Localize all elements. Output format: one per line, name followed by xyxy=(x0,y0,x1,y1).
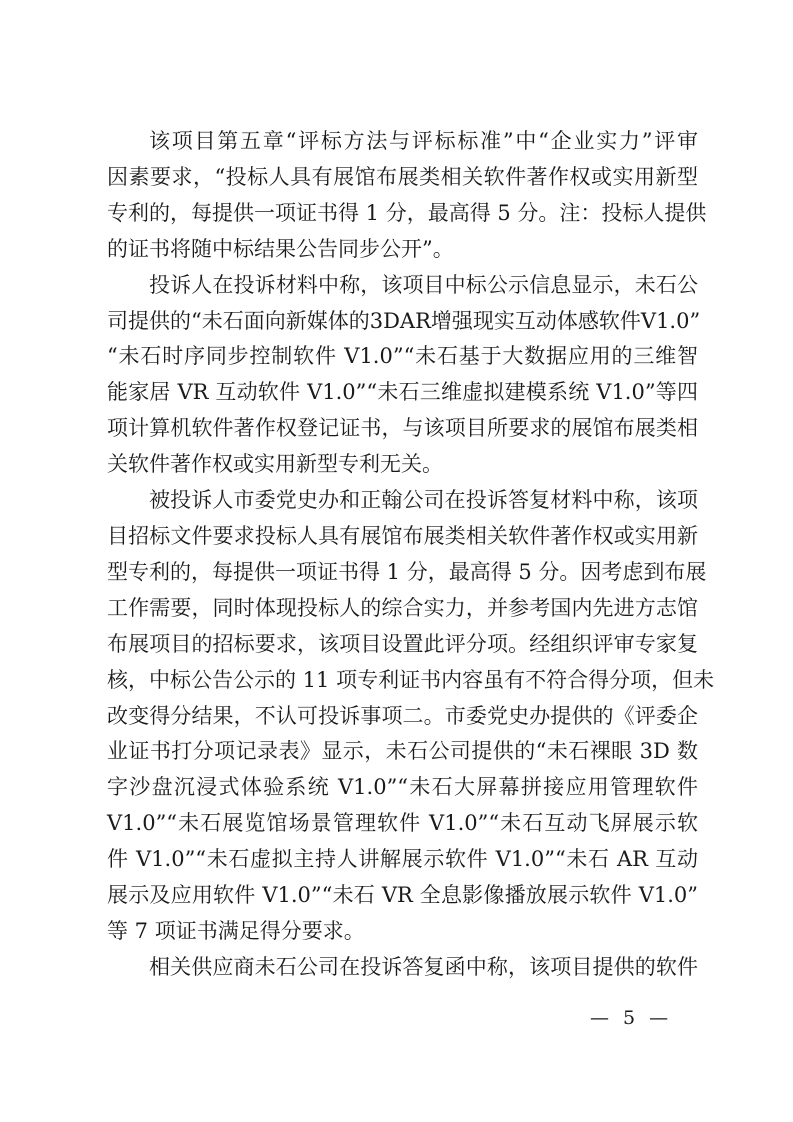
paragraph-scoring-criteria xyxy=(107,124,707,268)
text-line: 关软件著作权或实用新型专利无关。 xyxy=(107,452,443,477)
text-line: 能家居 VR 互动软件 V1.0”“未石三维虚拟建模系统 V1.0”等四 xyxy=(107,380,698,405)
text-line: 展示及应用软件 V1.0”“未石 VR 全息影像播放展示软件 V1.0” xyxy=(107,883,698,908)
paragraph-complainant-claim xyxy=(107,268,701,483)
text-line: 工作需要，同时体现投标人的综合实力，并参考国内先进方志馆 xyxy=(107,595,698,620)
text-line: 业证书打分项记录表》显示，未石公司提供的“未石裸眼 3D 数 xyxy=(107,739,698,764)
text-line: “未石时序同步控制软件 V1.0”“未石基于大数据应用的三维智 xyxy=(107,344,698,369)
text-line: 司提供的“未石面向新媒体的3DAR增强现实互动体感软件V1.0” xyxy=(107,308,701,333)
text-line: 相关供应商未石公司在投诉答复函中称，该项目提供的软件 xyxy=(149,954,698,979)
text-line: 布展项目的招标要求，该项目设置此评分项。经组织评审专家复 xyxy=(107,631,698,656)
text-line: 被投诉人市委党史办和正翰公司在投诉答复材料中称，该项 xyxy=(149,488,698,513)
body-text xyxy=(107,124,715,986)
text-line: 投诉人在投诉材料中称，该项目中标公示信息显示，未石公 xyxy=(149,272,698,297)
text-line: 改变得分结果，不认可投诉事项二。市委党史办提供的《评委企 xyxy=(107,703,698,728)
page-number: — 5 — xyxy=(590,1007,673,1029)
text-line: 目招标文件要求投标人具有展馆布展类相关软件著作权或实用新 xyxy=(107,523,698,548)
text-line: 因素要求，“投标人具有展馆布展类相关软件著作权或实用新型 xyxy=(107,164,698,189)
text-line: 件 V1.0”“未石虚拟主持人讲解展示软件 V1.0”“未石 AR 互动 xyxy=(107,847,698,872)
paragraph-respondent-reply xyxy=(107,483,715,950)
text-line: 等 7 项证书满足得分要求。 xyxy=(107,918,365,943)
text-line: 该项目第五章“评标方法与评标标准”中“企业实力”评审 xyxy=(149,129,698,153)
text-line: 项计算机软件著作权登记证书，与该项目所要求的展馆布展类相 xyxy=(107,416,698,441)
text-line: 的证书将随中标结果公告同步公开”。 xyxy=(107,236,454,261)
text-line: 型专利的，每提供一项证书得 1 分，最高得 5 分。因考虑到布展 xyxy=(107,559,707,584)
text-line: 专利的，每提供一项证书得 1 分，最高得 5 分。注：投标人提供 xyxy=(107,200,707,225)
text-line: V1.0”“未石展览馆场景管理软件 V1.0”“未石互动飞屏展示软 xyxy=(107,811,698,836)
paragraph-supplier-reply xyxy=(107,950,698,986)
text-line: 核，中标公告公示的 11 项专利证书内容虽有不符合得分项，但未 xyxy=(107,667,715,692)
text-line: 字沙盘沉浸式体验系统 V1.0”“未石大屏幕拼接应用管理软件 xyxy=(107,775,698,800)
